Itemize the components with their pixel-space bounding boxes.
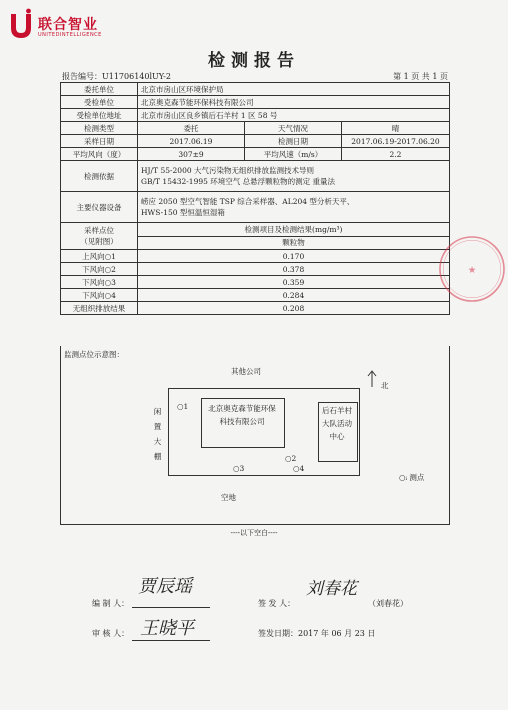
report-title: 检测报告: [208, 51, 300, 71]
result-value: 0.284: [138, 289, 450, 302]
company-seal-icon: [436, 224, 508, 314]
test-date-value: 2017.06.19-2017.06.20: [342, 135, 450, 148]
point-4: ○4: [293, 464, 305, 473]
table-row: [61, 302, 450, 315]
client-value: 北京市房山区环境保护局: [138, 83, 450, 96]
wind-speed-label: 平均风速（m/s）: [245, 148, 342, 161]
north-label: 北: [381, 381, 389, 390]
table-row: [61, 250, 450, 263]
diagram-title: 监测点位示意图：: [64, 350, 124, 359]
result-value: 0.208: [138, 302, 450, 315]
end-marker: ----以下空白----: [230, 529, 278, 537]
south-label: 空地: [221, 493, 236, 502]
table-row: [61, 263, 450, 276]
equip-cell: [138, 192, 450, 223]
basis-cell: [138, 161, 450, 192]
basis-line-2: GB/T 15432-1995 环境空气 总悬浮颗粒物的测定 重量法: [141, 177, 336, 186]
report-number: 报告编号：U11706140lUY-2: [62, 72, 171, 81]
result-value: 0.359: [138, 276, 450, 289]
result-header: 检测项目及检测结果(mg/m³): [138, 223, 450, 237]
sample-date-value: 2017.06.19: [138, 135, 245, 148]
site-diagram: [60, 346, 450, 525]
issuer-label: 签 发 人：: [258, 599, 296, 608]
address-label: 受检单位地址: [61, 109, 138, 122]
compiler-label: 编 制 人：: [92, 599, 130, 608]
inspected-value: 北京奥克森节能环保科技有限公司: [138, 96, 450, 109]
result-point: 下风向○2: [61, 263, 138, 276]
table-row: [61, 276, 450, 289]
page-number: 第 1 页 共 1 页: [393, 72, 448, 81]
wind-dir-value: 307±9: [138, 148, 245, 161]
equip-line-1: 崂应 2050 型空气智能 TSP 综合采样器、AL204 型分析天平、: [141, 197, 355, 206]
svg-text:★: ★: [467, 265, 477, 276]
compiler-line: [132, 607, 210, 608]
logo-text: 联合智业: [38, 17, 98, 33]
point-3: ○3: [233, 464, 245, 473]
wind-speed-value: 2.2: [342, 148, 450, 161]
issue-date: 签发日期：2017 年 06 月 23 日: [258, 629, 376, 638]
type-value: 委托: [138, 122, 245, 135]
table-row: [61, 289, 450, 302]
logo-subtext: UNITEDINTELLIGENCE: [38, 32, 102, 38]
idle-shed-label: 闲置大棚: [153, 407, 162, 461]
legend-label: ○ᵢ 测点: [399, 473, 425, 482]
sample-date-label: 采样日期: [61, 135, 138, 148]
result-point: 下风向○3: [61, 276, 138, 289]
type-label: 检测类型: [61, 122, 138, 135]
wind-dir-label: 平均风向（度）: [61, 148, 138, 161]
issuer-name: （刘春花）: [368, 599, 408, 608]
north-arrow-icon: [367, 370, 377, 388]
result-value: 0.170: [138, 250, 450, 263]
basis-line-1: HJ/T 55-2000 大气污染物无组织排放监测技术导则: [141, 166, 315, 175]
address-value: 北京市房山区良乡镇后石羊村 1 区 58 号: [138, 109, 450, 122]
compiler-signature: 贾辰瑶: [138, 576, 192, 597]
reviewer-line: [132, 640, 210, 641]
equip-label: 主要仪器设备: [61, 192, 138, 223]
village-label: 后石羊村大队活动中心: [322, 406, 352, 441]
client-label: 委托单位: [61, 83, 138, 96]
company-name: 北京奥克森节能环保科技有限公司: [208, 404, 276, 426]
issuer-signature: 刘春花: [306, 579, 357, 599]
result-item: 颗粒物: [138, 236, 450, 250]
result-point: 下风向○4: [61, 289, 138, 302]
point-2: ○2: [285, 454, 297, 463]
weather-label: 天气情况: [245, 122, 342, 135]
reviewer-signature: 王晓平: [140, 618, 194, 639]
inspected-label: 受检单位: [61, 96, 138, 109]
point-label-line-2: （见附图）: [80, 237, 118, 246]
result-point: 上风向○1: [61, 250, 138, 263]
result-point: 无组织排放结果: [61, 302, 138, 315]
north-company-label: 其他公司: [231, 367, 261, 376]
reviewer-label: 审 核 人：: [92, 629, 130, 638]
test-date-label: 检测日期: [245, 135, 342, 148]
weather-value: 晴: [342, 122, 450, 135]
result-value: 0.378: [138, 263, 450, 276]
report-info-table: [60, 82, 450, 315]
logo-mark-icon: [8, 8, 34, 42]
company-logo: [8, 8, 118, 48]
basis-label: 检测依据: [61, 161, 138, 192]
point-1: ○1: [177, 402, 189, 411]
point-label-cell: [61, 223, 138, 250]
equip-line-2: HWS-150 型恒温恒湿箱: [141, 208, 225, 217]
point-label-line-1: 采样点位: [84, 226, 114, 235]
